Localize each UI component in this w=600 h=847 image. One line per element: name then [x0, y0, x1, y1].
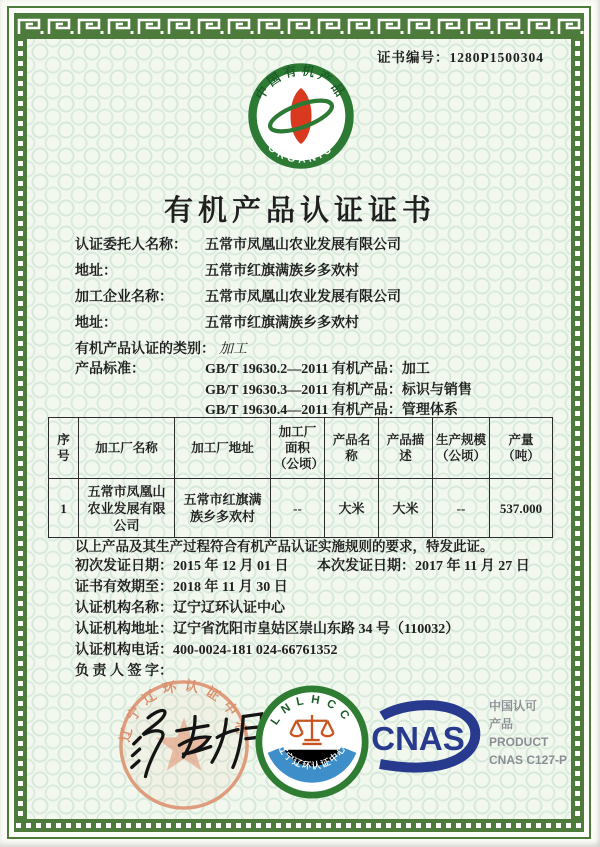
cell-scale: -- — [433, 479, 490, 538]
conformity-note: 以上产品及其生产过程符合有机产品认证实施规则的要求，特发此证。 — [75, 539, 494, 554]
standards-list — [205, 360, 472, 422]
field-label: 地址： — [75, 316, 117, 331]
field-value: 五常市红旗满族乡多欢村 — [205, 264, 359, 279]
field-row-processor — [75, 283, 550, 309]
field-row-category — [75, 335, 550, 361]
dashed-border-left — [14, 39, 27, 832]
standard-item: GB/T 19630.3—2011 有机产品：标识与销售 — [205, 382, 472, 398]
certificate-number — [377, 46, 544, 66]
certificate-number-label: 证书编号： — [377, 50, 450, 65]
field-value: 五常市红旗满族乡多欢村 — [205, 316, 359, 331]
col-header-product-desc: 产品描述 — [379, 418, 433, 479]
signature — [122, 694, 272, 786]
organic-product-logo — [245, 60, 357, 172]
col-header-index: 序号 — [49, 418, 79, 479]
certificate-number-value: 1280P1500304 — [449, 50, 544, 65]
cell-output: 537.000 — [490, 479, 553, 538]
cnas-logo — [352, 700, 484, 776]
page-title: 有机产品认证证书 — [163, 195, 436, 227]
field-label: 认证委托人名称： — [75, 238, 187, 253]
agency-address-value: 辽宁省沈阳市皇姑区崇山东路 34 号（110032） — [173, 622, 460, 637]
cell-product-desc: 大米 — [379, 479, 433, 538]
cell-factory-address: 五常市红旗满族乡多欢村 — [175, 479, 271, 538]
product-standards — [75, 360, 472, 422]
field-label: 加工企业名称： — [75, 290, 173, 305]
field-row-applicant — [75, 231, 550, 257]
current-issue-value: 2017 年 11 月 27 日 — [415, 559, 530, 574]
cnas-wordmark: CNAS — [371, 720, 465, 757]
cell-product-name: 大米 — [325, 479, 379, 538]
col-header-scale: 生产规模（公顷） — [433, 418, 490, 479]
greek-key-border — [14, 13, 584, 39]
col-header-product-name: 产品名称 — [325, 418, 379, 479]
valid-until-value: 2018 年 11 月 30 日 — [173, 580, 288, 595]
certificate-fields — [75, 231, 550, 361]
signature-icon — [122, 694, 272, 786]
current-issue-label: 本次发证日期： — [317, 559, 415, 574]
agency-phone-label: 认证机构电话： — [75, 643, 173, 658]
valid-until-date — [75, 576, 288, 596]
agency-address-label: 认证机构地址： — [75, 622, 173, 637]
cnas-accreditation-text — [489, 697, 567, 769]
dashed-border-right — [571, 39, 584, 832]
field-row-address1 — [75, 257, 550, 283]
seal-arc-text: 辽宁辽环认证中心 — [117, 678, 251, 744]
field-value: 五常市凤凰山农业发展有限公司 — [205, 290, 401, 305]
agency-phone-value: 400-0024-181 024-66761352 — [173, 643, 338, 658]
agency-name — [75, 597, 285, 617]
lnlhcc-band-text: 辽宁辽环认证中心 — [275, 742, 349, 772]
col-header-output: 产量（吨） — [490, 418, 553, 479]
organic-logo-icon — [245, 60, 357, 172]
table-header-row — [49, 418, 553, 479]
col-header-factory-area: 加工厂面积（公顷） — [271, 418, 325, 479]
field-row-address2 — [75, 309, 550, 335]
first-issue-value: 2015 年 12 月 01 日 — [173, 559, 289, 574]
col-header-factory-address: 加工厂地址 — [175, 418, 271, 479]
first-issue-date — [75, 555, 289, 575]
agency-address — [75, 618, 459, 638]
cnas-logo-icon — [352, 700, 484, 776]
cnas-text-line: CNAS C127-P — [489, 753, 568, 767]
valid-until-label: 证书有效期至： — [75, 580, 173, 595]
lnlhcc-top-text: LNLHCC — [268, 692, 356, 728]
processing-table — [48, 417, 553, 538]
signatory-label: 负 责 人 签 字： — [75, 664, 173, 679]
organic-logo-top-text: 中国有机产品 — [252, 63, 350, 103]
first-issue-label: 初次发证日期： — [75, 559, 173, 574]
standard-item: GB/T 19630.2—2011 有机产品：加工 — [205, 362, 430, 377]
agency-name-label: 认证机构名称： — [75, 601, 173, 616]
current-issue-date — [317, 555, 530, 575]
cnas-text-line: 中国认可 — [489, 699, 538, 713]
table-row — [49, 479, 553, 538]
cnas-text-line: PRODUCT — [489, 735, 549, 749]
agency-phone — [75, 639, 338, 659]
cell-factory-area: -- — [271, 479, 325, 538]
dashed-border-bottom — [14, 819, 584, 832]
standards-label: 产品标准： — [75, 362, 145, 377]
agency-name-value: 辽宁辽环认证中心 — [173, 601, 285, 616]
field-value: 加工 — [219, 342, 247, 357]
cell-factory-name: 五常市凤凰山农业发展有限公司 — [79, 479, 175, 538]
field-label: 有机产品认证的类别： — [75, 342, 215, 357]
cell-index: 1 — [49, 479, 79, 538]
cnas-text-line: 产品 — [489, 717, 514, 731]
standard-item: GB/T 19630.4—2011 有机产品：管理体系 — [205, 403, 458, 418]
field-label: 地址： — [75, 264, 117, 279]
field-value: 五常市凤凰山农业发展有限公司 — [205, 238, 401, 253]
col-header-factory-name: 加工厂名称 — [79, 418, 175, 479]
organic-logo-bottom-text: ORGANIC — [265, 142, 337, 166]
